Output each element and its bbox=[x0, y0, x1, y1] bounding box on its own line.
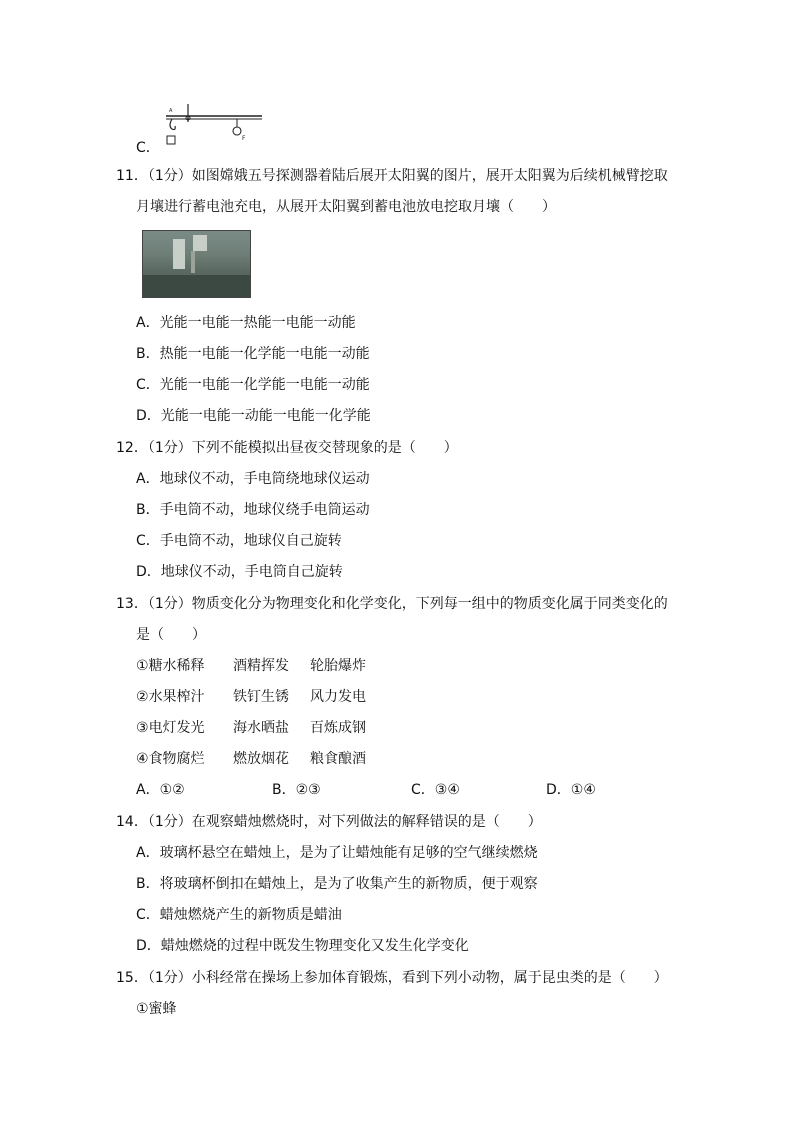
svg-text:F: F bbox=[242, 135, 246, 142]
q11-option-a: A．光能一电能一热能一电能一动能 bbox=[136, 315, 356, 331]
q11-stem-line2: 月壤进行蓄电池充电，从展开太阳翼到蓄电池放电挖取月壤（ ） bbox=[136, 199, 556, 215]
group-mark: ① bbox=[136, 658, 149, 674]
group-item: 食物腐烂 bbox=[148, 751, 205, 767]
group-item: 电灯发光 bbox=[148, 720, 205, 736]
q12-stem-text: 下列不能模拟出昼夜交替现象的是（ ） bbox=[191, 440, 458, 456]
q11-option-b: B．热能一电能一化学能一电能一动能 bbox=[136, 346, 370, 362]
q15-item-1: ①蜜蜂 bbox=[136, 1001, 177, 1017]
group-item: 海水晒盐 bbox=[233, 720, 289, 736]
group-item: 轮胎爆炸 bbox=[310, 658, 366, 674]
q12-option-b: B．手电筒不动，地球仪绕手电筒运动 bbox=[136, 502, 370, 518]
q13-option-c: C．③④ bbox=[411, 782, 460, 798]
q15-number: 15． bbox=[116, 970, 148, 986]
q15-stem-text: 小科经常在操场上参加体育锻炼，看到下列小动物，属于昆虫类的是（ ） bbox=[191, 970, 668, 986]
group-item: 粮食酿酒 bbox=[310, 751, 366, 767]
q14-option-c: C．蜡烛燃烧产生的新物质是蜡油 bbox=[136, 907, 342, 923]
q13-points: （1分） bbox=[147, 596, 192, 612]
q11-stem-line1 bbox=[116, 165, 668, 185]
q14-stem bbox=[116, 811, 542, 831]
group-mark: ③ bbox=[136, 720, 149, 736]
q13-group-2 bbox=[136, 686, 205, 706]
q13-stem-line1 bbox=[116, 593, 668, 613]
q12-option-c: C．手电筒不动，地球仪自己旋转 bbox=[136, 533, 342, 549]
group-item: 糖水稀释 bbox=[148, 658, 205, 674]
q15-points: （1分） bbox=[147, 970, 192, 986]
q12-number: 12． bbox=[116, 440, 148, 456]
q14-option-d: D．蜡烛燃烧的过程中既发生物理变化又发生化学变化 bbox=[136, 938, 469, 954]
group-item: 酒精挥发 bbox=[233, 658, 289, 674]
q11-number: 11． bbox=[116, 168, 148, 184]
q14-points: （1分） bbox=[147, 814, 192, 830]
q11-option-d: D．光能一电能一动能一电能一化学能 bbox=[136, 408, 371, 424]
group-item: 水果榨汁 bbox=[148, 689, 205, 705]
q13-number: 13． bbox=[116, 596, 148, 612]
group-mark: ④ bbox=[136, 751, 149, 767]
q14-option-b: B．将玻璃杯倒扣在蜡烛上，是为了收集产生的新物质，便于观察 bbox=[136, 876, 538, 892]
q11-option-c: C．光能一电能一化学能一电能一动能 bbox=[136, 377, 370, 393]
group-item: 燃放烟花 bbox=[233, 751, 289, 767]
lever-diagram bbox=[160, 100, 270, 146]
q14-number: 14． bbox=[116, 814, 148, 830]
group-item: 风力发电 bbox=[310, 689, 366, 705]
q13-option-b: B．②③ bbox=[272, 782, 321, 798]
q14-option-a: A．玻璃杯悬空在蜡烛上，是为了让蜡烛能有足够的空气继续燃烧 bbox=[136, 845, 538, 861]
group-mark: ② bbox=[136, 689, 149, 705]
q13-option-a: A．①② bbox=[136, 782, 185, 798]
q14-stem-text: 在观察蜡烛燃烧时，对下列做法的解释错误的是（ ） bbox=[191, 814, 542, 830]
group-item: 百炼成钢 bbox=[310, 720, 366, 736]
q12-points: （1分） bbox=[147, 440, 192, 456]
q13-stem-text: 物质变化分为物理变化和化学变化，下列每一组中的物质变化属于同类变化的 bbox=[191, 596, 668, 612]
q12-option-a: A．地球仪不动，手电筒绕地球仪运动 bbox=[136, 471, 370, 487]
q13-group-4 bbox=[136, 748, 205, 768]
group-item: 铁钉生锈 bbox=[233, 689, 289, 705]
svg-text:A: A bbox=[169, 108, 173, 114]
q11-points: （1分） bbox=[147, 168, 192, 184]
q10-option-c-label: C． bbox=[136, 140, 160, 156]
chang-e-5-lander-photo bbox=[142, 230, 251, 298]
q13-group-1 bbox=[136, 655, 205, 675]
q12-option-d: D．地球仪不动，手电筒自己旋转 bbox=[136, 564, 343, 580]
q12-stem bbox=[116, 437, 458, 457]
q15-stem bbox=[116, 967, 668, 987]
q13-group-3 bbox=[136, 717, 205, 737]
q13-stem-line2: 是（ ） bbox=[136, 627, 206, 643]
q13-option-d: D．①④ bbox=[546, 782, 596, 798]
q11-stem-text: 如图嫦娥五号探测器着陆后展开太阳翼的图片，展开太阳翼为后续机械臂挖取 bbox=[191, 168, 668, 184]
